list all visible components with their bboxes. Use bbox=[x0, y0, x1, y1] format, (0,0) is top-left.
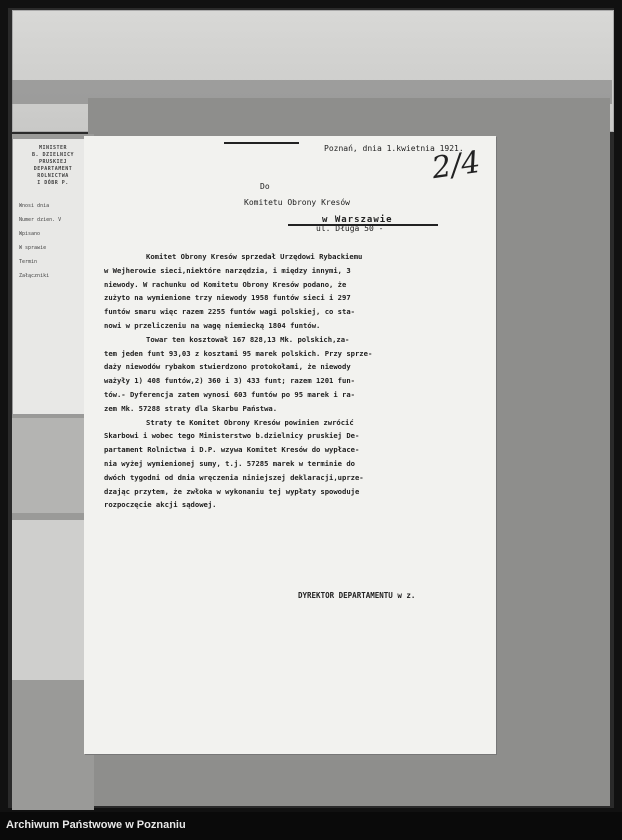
archive-footer bbox=[0, 812, 622, 840]
body-line: dwóch tygodni od dnia wręczenia niniejszej deklaracji,uprze- bbox=[104, 472, 364, 482]
to-label: Do bbox=[260, 182, 270, 191]
registry-fields: Wnosi dnia Numer dzien. V Wpisano W sprawie Termin Załączniki bbox=[19, 203, 62, 279]
body-line: niewody. W rachunku od Komitetu Obrony Kresów podano, że bbox=[104, 279, 347, 289]
body-line: ważyły 1) 408 funtów,2) 360 i 3) 433 funt; razem 1201 fun- bbox=[104, 376, 355, 386]
body-line: Straty te Komitet Obrony Kresów powinien zwrócić bbox=[146, 417, 354, 427]
registry-stamp: MINISTER B. DZIELNICY PRUSKIEJ DEPARTAMENT ROLNICTWA I DÓBR P. bbox=[31, 145, 75, 186]
handwritten-folio-number: 2/4 bbox=[429, 144, 483, 187]
archive-credit: Archiwum Państwowe w Poznaniu bbox=[6, 819, 186, 831]
addressee: Komitetu Obrony Kresów bbox=[244, 198, 350, 207]
body-line: Skarbowi i wobec tego Ministerstwo b.dzielnicy pruskiej De- bbox=[104, 431, 360, 441]
body-line: rozpoczęcie akcji sądowej. bbox=[104, 500, 217, 510]
body-line: partament Rolnictwa i D.P. wzywa Komitet Kresów do wypłace- bbox=[104, 445, 360, 455]
body-line: zem Mk. 57288 straty dla Skarbu Państwa. bbox=[104, 403, 278, 413]
folder-tab-lower bbox=[12, 520, 84, 680]
letter-page bbox=[84, 136, 496, 754]
folder-tab bbox=[12, 418, 86, 513]
body-line: tów.- Dyferencja zatem wynosi 603 funtów po 95 marek i ra- bbox=[104, 389, 355, 399]
place-date: Poznań, dnia 1.kwietnia 1921. bbox=[324, 144, 464, 153]
body-line: funtów smaru więc razem 2255 funtów wagi polskiej, co sta- bbox=[104, 307, 355, 317]
body-line: nowi w przeliczeniu na wagę niemiecką 1804 funtów. bbox=[104, 320, 321, 330]
body-line: tem jeden funt 93,03 z kosztami 95 marek polskich. Przy sprze- bbox=[104, 348, 373, 358]
header-rule bbox=[224, 142, 299, 144]
body-line: w Wejherowie sieci,niektóre narzędzia, i między innymi, 3 bbox=[104, 265, 351, 275]
registry-card bbox=[12, 138, 92, 415]
body-line: Towar ten kosztował 167 828,13 Mk. polskich,za- bbox=[146, 334, 350, 344]
letter-body bbox=[104, 250, 494, 512]
body-line: daży niewodów rybakom stwierdzono protokołami, że niewody bbox=[104, 362, 351, 372]
body-line: zużyto na wymienione trzy niewody 1958 funtów sieci i 297 bbox=[104, 293, 351, 303]
body-line: nia wyżej wymienionej sumy, t.j. 57285 marek w terminie do bbox=[104, 458, 355, 468]
signature-line: DYREKTOR DEPARTAMENTU w z. bbox=[298, 591, 416, 600]
body-line: Komitet Obrony Kresów sprzedał Urzędowi Rybackiemu bbox=[146, 252, 363, 261]
addressee-city: w Warszawie bbox=[322, 215, 393, 225]
body-line: dzając przytem, że zwłoka w wykonaniu tej wypłaty spowoduje bbox=[104, 486, 360, 496]
addressee-street: ul. Długa 50 - bbox=[316, 224, 384, 233]
